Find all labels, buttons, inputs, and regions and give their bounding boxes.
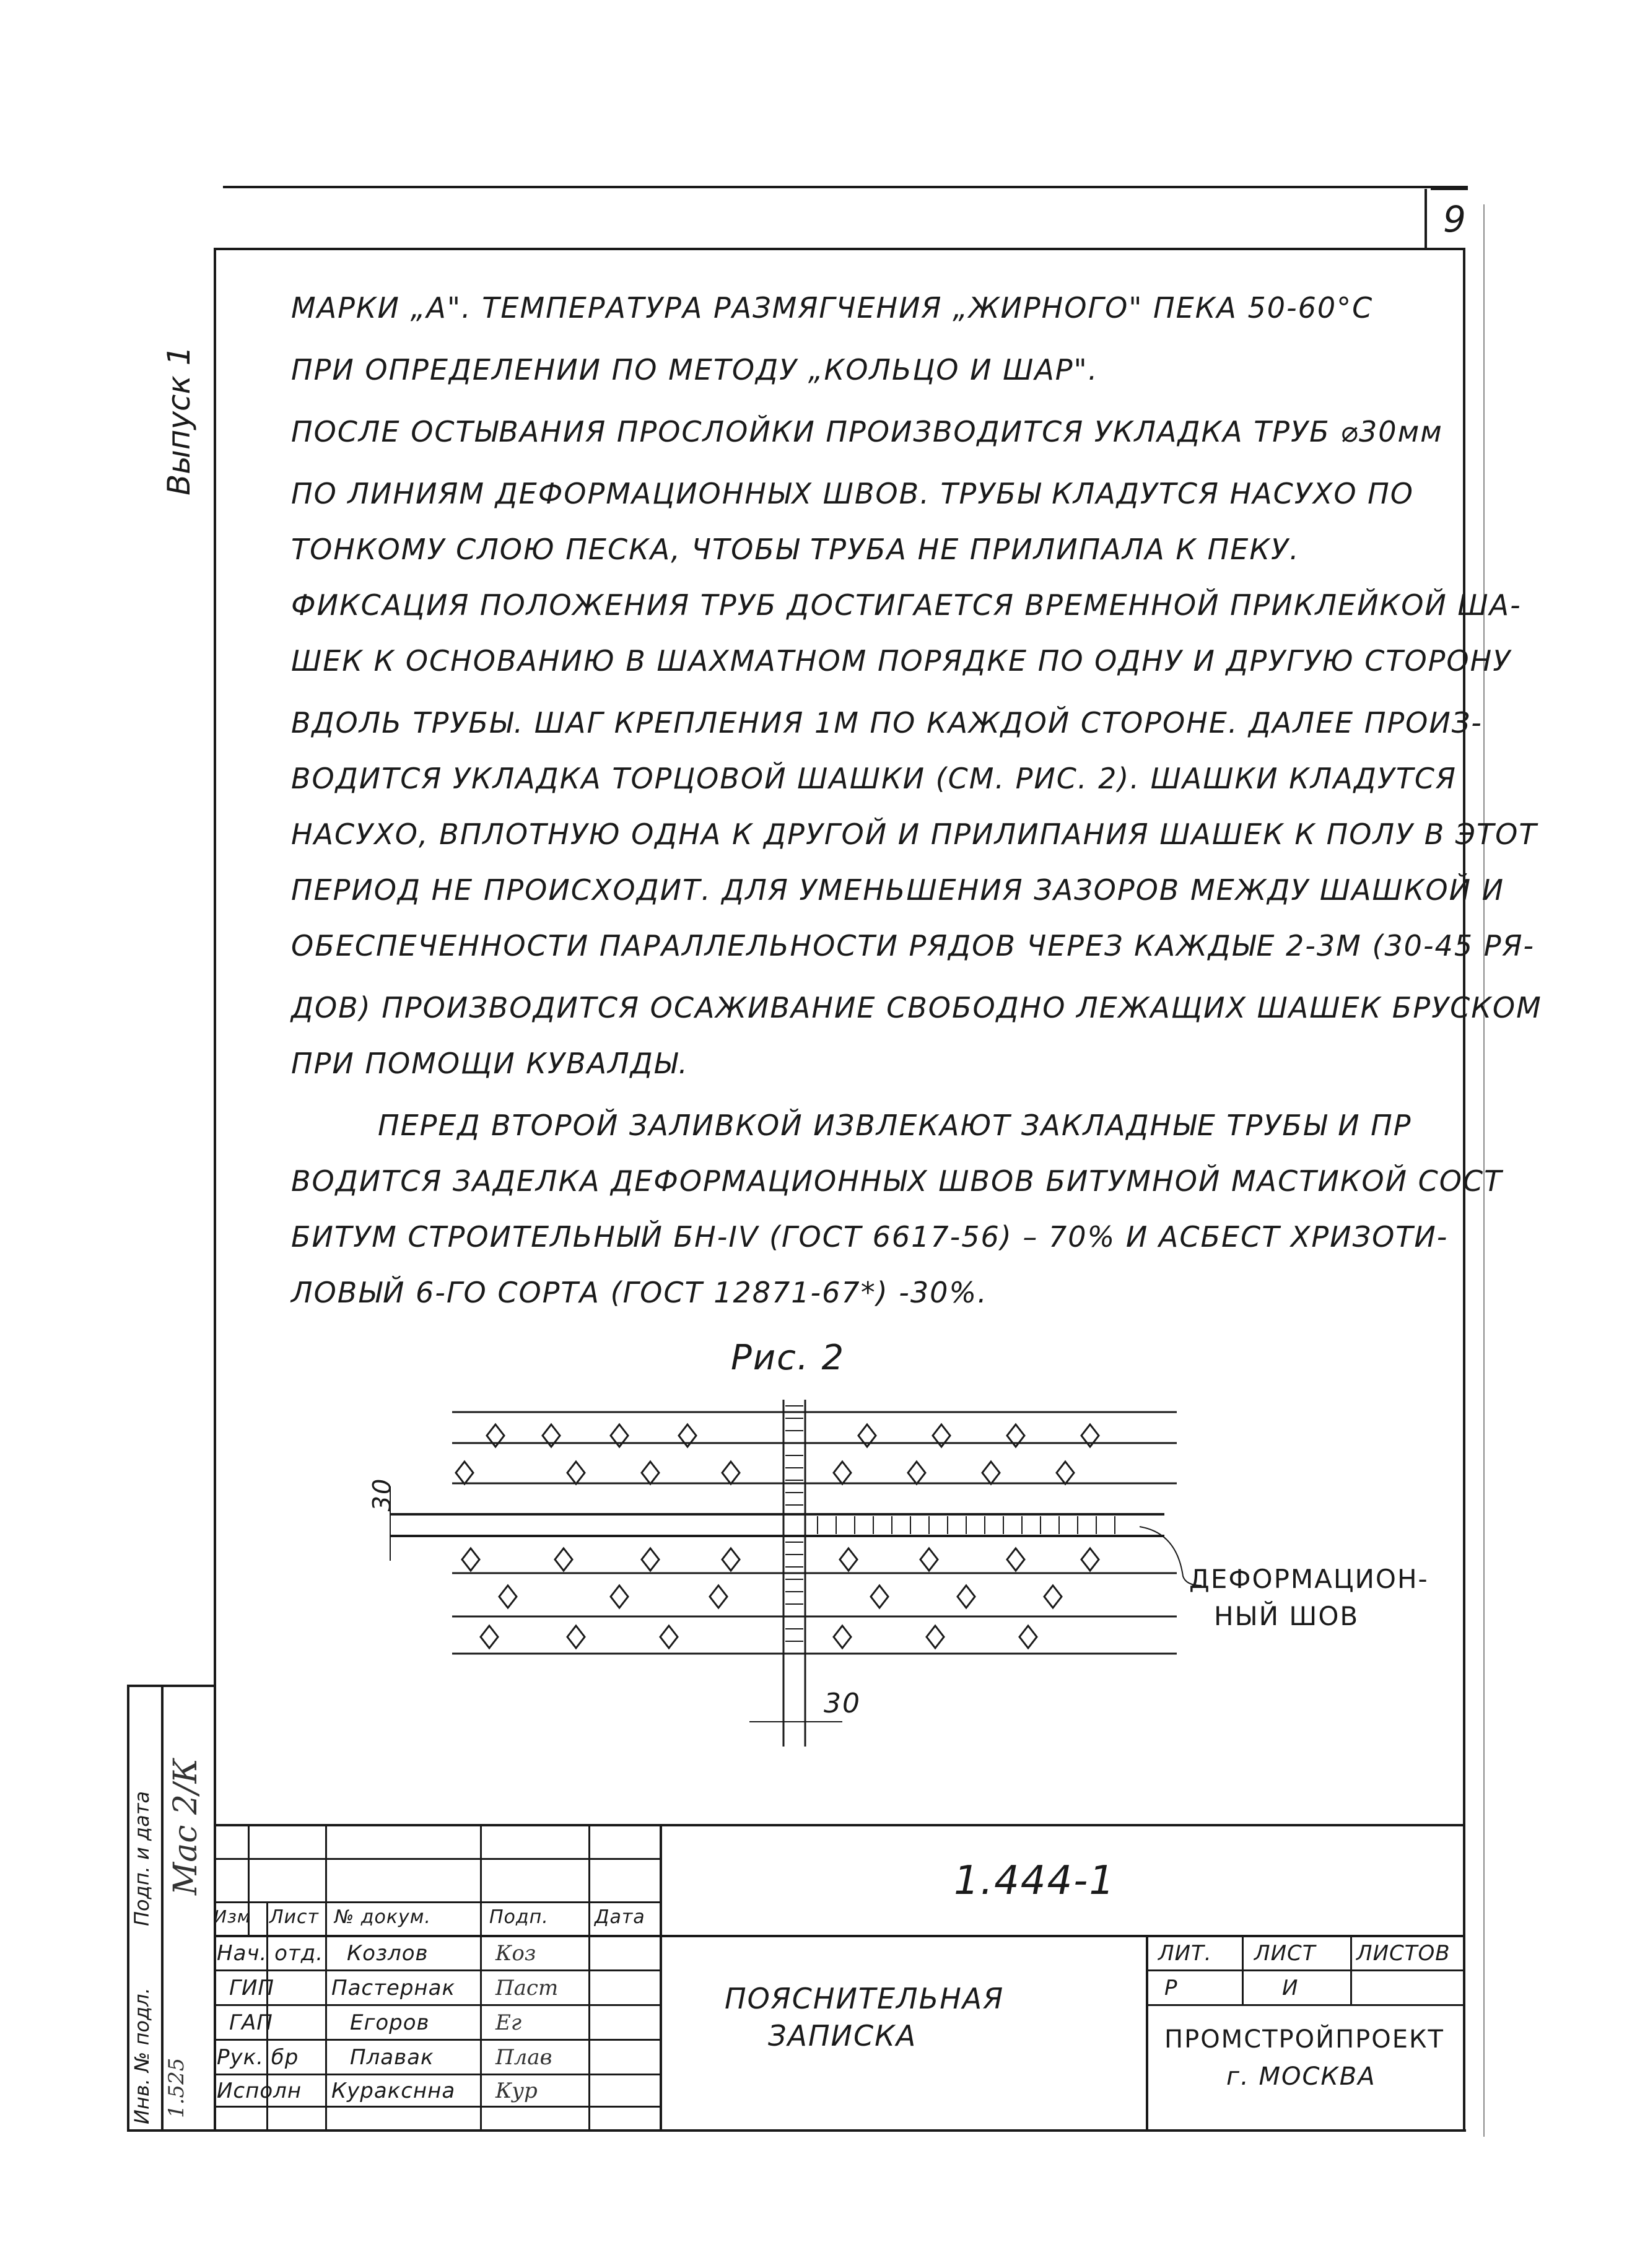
page-number-divider: [1425, 189, 1427, 248]
tb-col: [480, 1824, 482, 2131]
tb-signature: Ег: [495, 2010, 522, 2035]
stamp-inv-label: Инв. № подл.: [130, 1987, 154, 2124]
tb-role: ГАП: [229, 2010, 273, 2035]
frame-bottom: [127, 2129, 1466, 2132]
joint-label: НЫЙ ШОВ: [1214, 1601, 1359, 1631]
tb-header: Дата: [595, 1906, 645, 1928]
body-line: ПРИ ПОМОЩИ КУВАЛДЫ.: [291, 1047, 689, 1080]
org-city: г. МОСКВА: [1226, 2062, 1376, 2091]
frame-top: [214, 248, 1465, 250]
body-line: ТОНКОМУ СЛОЮ ПЕСКА, ЧТОБЫ ТРУБА НЕ ПРИЛИПАЛА К ПЕКУ.: [291, 533, 1300, 566]
body-line: ФИКСАЦИЯ ПОЛОЖЕНИЯ ТРУБ ДОСТИГАЕТСЯ ВРЕМЕННОЙ ПРИКЛЕЙКОЙ ША-: [291, 588, 1522, 622]
tb-role: Исполн: [217, 2078, 302, 2103]
tb-row: [214, 1901, 660, 1903]
top-rule: [223, 186, 1468, 188]
tb-row: [214, 2074, 660, 2075]
tb-name: Козлов: [347, 1941, 429, 1966]
side-label: Выпуск 1: [161, 346, 197, 495]
tb-role: ГИП: [229, 1976, 274, 2000]
body-line: ПЕРИОД НЕ ПРОИСХОДИТ. ДЛЯ УМЕНЬШЕНИЯ ЗАЗОРОВ МЕЖДУ ШАШКОЙ И: [291, 873, 1505, 907]
frame-left: [214, 248, 216, 2131]
org-name: ПРОМСТРОЙПРОЕКТ: [1164, 2025, 1444, 2054]
tb-col: [1350, 1935, 1352, 2004]
tb-col: [1146, 1935, 1148, 2131]
body-line: ЛОВЫЙ 6-ГО СОРТА (ГОСТ 12871-67*) -30%.: [291, 1276, 988, 1309]
tb-top: [214, 1824, 1465, 1826]
tb-row: [214, 1858, 660, 1860]
tb-signature: Коз: [495, 1941, 536, 1966]
tb-row: [1146, 2004, 1465, 2006]
stamp-col-mid: [161, 1685, 164, 2131]
joint-label: ДЕФОРМАЦИОН-: [1189, 1564, 1429, 1594]
stamp-col-left: [127, 1685, 129, 2131]
body-line: ВДОЛЬ ТРУБЫ. ШАГ КРЕПЛЕНИЯ 1М ПО КАЖДОЙ СТОРОНЕ. ДАЛЕЕ ПРОИЗ-: [291, 706, 1483, 739]
tb-name: Егоров: [350, 2010, 430, 2035]
tb-col: [1242, 1935, 1244, 2004]
stamp-inv-value: 1.525: [164, 2057, 189, 2118]
tb-col: [325, 1824, 327, 2131]
tb-header: № докум.: [334, 1906, 431, 1928]
tb-name: Куракснна: [331, 2078, 456, 2103]
tb-col: [588, 1824, 590, 2131]
lit-value: Р: [1164, 1976, 1178, 2000]
stamp-top: [127, 1685, 215, 1687]
tb-col: [660, 1824, 662, 2131]
body-line: ВОДИТСЯ ЗАДЕЛКА ДЕФОРМАЦИОННЫХ ШВОВ БИТУМНОЙ МАСТИКОЙ СОСТ: [291, 1164, 1503, 1198]
tb-row: [214, 2004, 660, 2006]
tb-row: [1146, 1969, 1465, 1971]
tb-header: Лист: [269, 1906, 320, 1928]
tb-header: Изм: [214, 1906, 251, 1927]
figure-caption: Рис. 2: [731, 1338, 845, 1378]
tb-row: [214, 2106, 660, 2108]
top-rule-short: [1431, 188, 1468, 190]
stamp-signature: Мас 2/К: [167, 1758, 204, 1895]
dimension-bottom: 30: [824, 1688, 861, 1719]
tb-role: Нач. отд.: [217, 1941, 324, 1966]
body-line: ПЕРЕД ВТОРОЙ ЗАЛИВКОЙ ИЗВЛЕКАЮТ ЗАКЛАДНЫЕ ТРУБЫ И ПР: [378, 1109, 1412, 1142]
tb-header: Подп.: [489, 1906, 549, 1928]
tb-row: [214, 2039, 660, 2041]
page-number: 9: [1443, 198, 1467, 240]
body-line: ОБЕСПЕЧЕННОСТИ ПАРАЛЛЕЛЬНОСТИ РЯДОВ ЧЕРЕЗ КАЖДЫЕ 2-3М (30-45 РЯ-: [291, 929, 1535, 962]
body-line: МАРКИ „А". ТЕМПЕРАТУРА РАЗМЯГЧЕНИЯ „ЖИРНОГО" ПЕКА 50-60°С: [291, 291, 1374, 325]
tb-row: [214, 1935, 1465, 1937]
stamp-sign-label: Подп. и дата: [130, 1791, 154, 1926]
body-line: НАСУХО, ВПЛОТНУЮ ОДНА К ДРУГОЙ И ПРИЛИПАНИЯ ШАШЕК К ПОЛУ В ЭТОТ: [291, 818, 1538, 851]
tb-role: Рук. бр: [217, 2045, 299, 2070]
body-line: ПРИ ОПРЕДЕЛЕНИИ ПО МЕТОДУ „КОЛЬЦО И ШАР".: [291, 353, 1099, 386]
body-line: ШЕК К ОСНОВАНИЮ В ШАХМАТНОМ ПОРЯДКЕ ПО ОДНУ И ДРУГУЮ СТОРОНУ: [291, 644, 1512, 678]
doc-code: 1.444-1: [954, 1858, 1116, 1904]
doc-title: ПОЯСНИТЕЛЬНАЯ: [725, 1982, 1005, 2015]
tb-name: Плавак: [350, 2045, 434, 2070]
sheet-label: ЛИСТ: [1254, 1941, 1316, 1966]
sheet-value: И: [1282, 1976, 1299, 2000]
body-line: БИТУМ СТРОИТЕЛЬНЫЙ БН-IV (ГОСТ 6617-56) – 70% И АСБЕСТ ХРИЗОТИ-: [291, 1220, 1449, 1254]
lit-label: ЛИТ.: [1158, 1941, 1212, 1966]
tb-row: [214, 1969, 660, 1971]
sheets-label: ЛИСТОВ: [1356, 1941, 1451, 1966]
body-line: ПОСЛЕ ОСТЫВАНИЯ ПРОСЛОЙКИ ПРОИЗВОДИТСЯ УКЛАДКА ТРУБ ⌀30мм: [291, 415, 1443, 448]
body-line: ПО ЛИНИЯМ ДЕФОРМАЦИОННЫХ ШВОВ. ТРУБЫ КЛАДУТСЯ НАСУХО ПО: [291, 477, 1414, 510]
body-line: ВОДИТСЯ УКЛАДКА ТОРЦОВОЙ ШАШКИ (СМ. РИС. 2). ШАШКИ КЛАДУТСЯ: [291, 762, 1457, 795]
dimension-left: 30: [368, 1477, 397, 1512]
body-line: ДОВ) ПРОИЗВОДИТСЯ ОСАЖИВАНИЕ СВОБОДНО ЛЕЖАЩИХ ШАШЕК БРУСКОМ: [291, 991, 1542, 1024]
doc-title: ЗАПИСКА: [768, 2019, 917, 2052]
tb-signature: Паст: [495, 1976, 559, 2000]
tb-name: Пастернак: [331, 1976, 456, 2000]
tb-signature: Кур: [495, 2078, 538, 2103]
tb-signature: Плав: [495, 2045, 552, 2070]
